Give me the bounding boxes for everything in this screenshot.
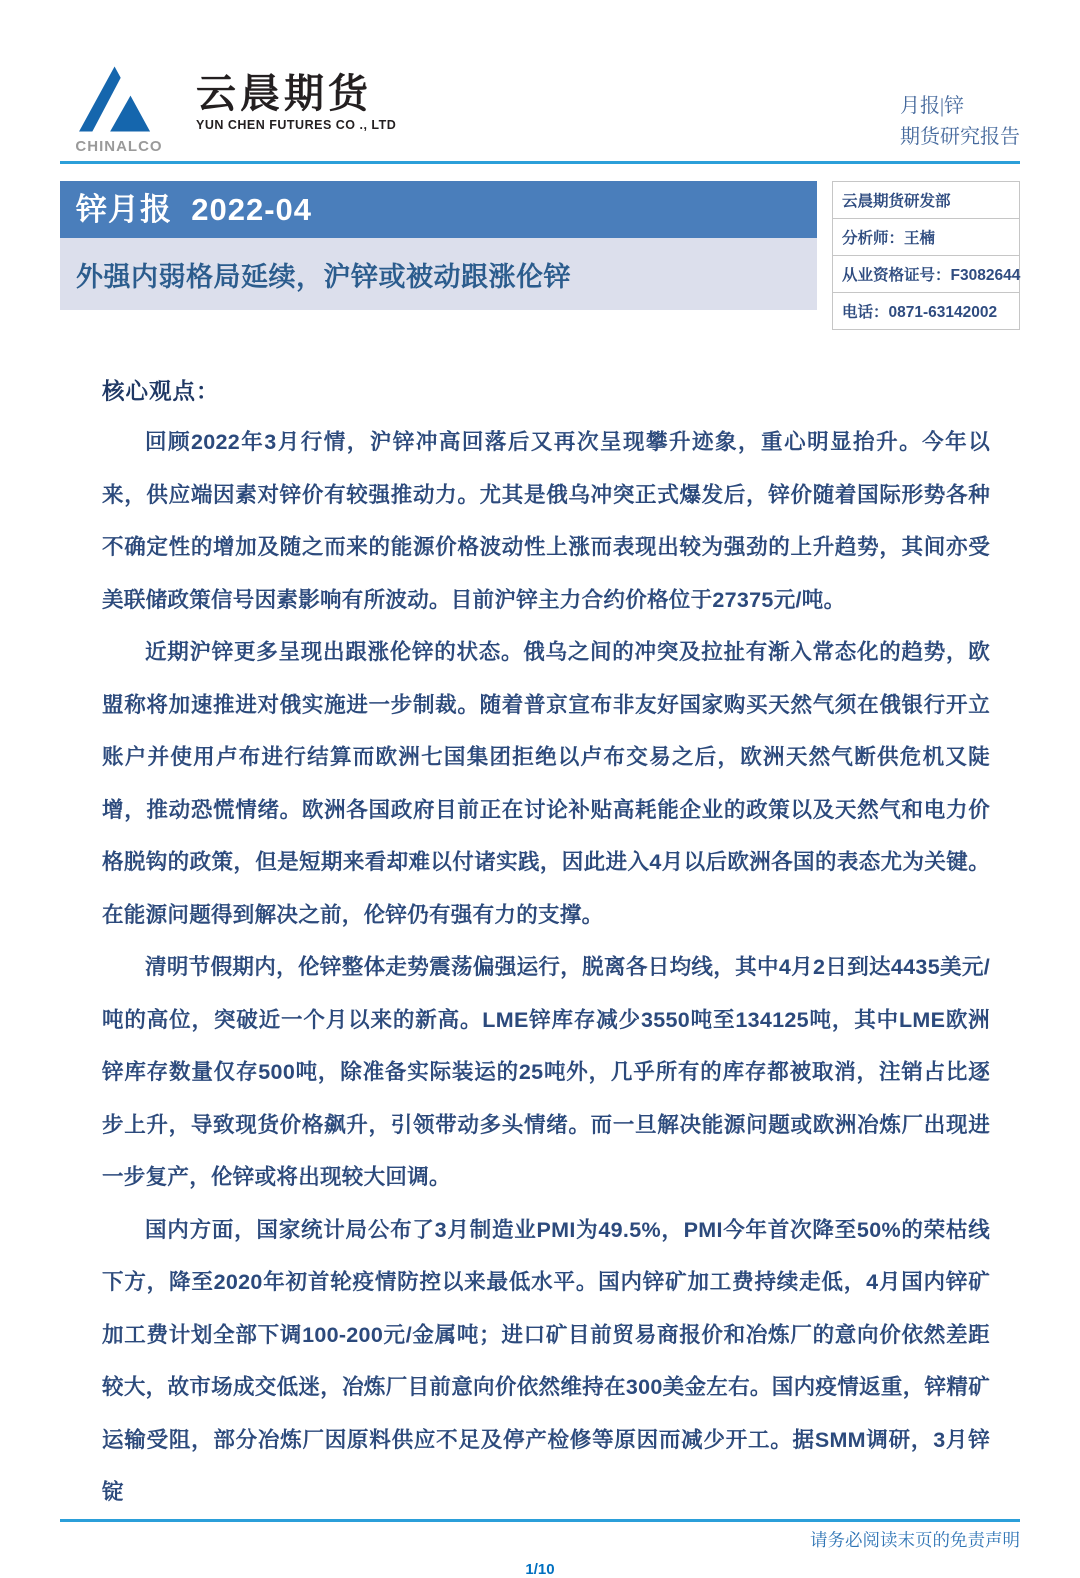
- page-header: [60, 62, 1020, 164]
- report-paragraph: 近期沪锌更多呈现出跟涨伦锌的状态。俄乌之间的冲突及拉扯有渐入常态化的趋势，欧盟称将加速推进对俄实施进一步制裁。随着普京宣布非友好国家购买天然气须在俄银行开立账户并使用卢布进行结算而欧洲七国集团拒绝以卢布交易之后，欧洲天然气断供危机又陡增，推动恐慌情绪。欧洲各国政府目前正在讨论补贴高耗能企业的政策以及天然气和电力价格脱钩的政策，但是短期来看却难以付诸实践，因此进入4月以后欧洲各国的表态尤为关键。在能源问题得到解决之前，伦锌仍有强有力的支撑。: [102, 640, 990, 927]
- info-analyst: 分析师：王楠: [832, 218, 1020, 256]
- company-name-en: YUN CHEN FUTURES CO ., LTD: [196, 118, 397, 132]
- chinalco-caption: CHINALCO: [75, 138, 163, 155]
- footer-divider: [60, 1519, 1020, 1522]
- report-subtitle: 外强内弱格局延续，沪锌或被动跟涨伦锌: [60, 238, 817, 310]
- title-block: [60, 181, 1020, 330]
- analyst-info-box: [832, 181, 1020, 330]
- company-logo: [60, 62, 396, 155]
- title-bars: [60, 181, 817, 310]
- info-license: 从业资格证号：F3082644: [832, 255, 1020, 293]
- report-body: [102, 416, 990, 1519]
- report-paragraph: 国内方面，国家统计局公布了3月制造业PMI为49.5%，PMI今年首次降至50%的荣枯线下方，降至2020年初首轮疫情防控以来最低水平。国内锌矿加工费持续走低，4月国内锌矿加工费计划全部下调100-200元/金属吨；进口矿目前贸易商报价和冶炼厂的意向价依然差距较大，故市场成交低迷，冶炼厂目前意向价依然维持在300美金左右。国内疫情返重，锌精矿运输受阻，部分冶炼厂因原料供应不足及停产检修等原因而减少开工。据SMM调研，3月锌锭: [102, 1217, 990, 1504]
- page-number: 1/10: [525, 1560, 555, 1578]
- chinalco-triangle-icon: [73, 62, 165, 136]
- disclaimer-note: 请务必阅读末页的免责声明: [810, 1529, 1020, 1550]
- page-footer: [60, 1519, 1020, 1578]
- report-title: 锌月报 2022-04: [60, 181, 817, 238]
- report-type-line1: 月报|锌: [900, 95, 965, 117]
- report-type-label: [900, 91, 1020, 155]
- report-paragraph: 清明节假期内，伦锌整体走势震荡偏强运行，脱离各日均线，其中4月2日到达4435美元/吨的高位，突破近一个月以来的新高。LME锌库存减少3550吨至134125吨，其中LME欧洲锌库存数量仅存500吨，除准备实际装运的25吨外，几乎所有的库存都被取消，注销占比逐步上升，导致现货价格飙升，引领带动多头情绪。而一旦解决能源问题或欧洲冶炼厂出现进一步复产，伦锌或将出现较大回调。: [102, 955, 990, 1189]
- company-name-cn: 云晨期货: [196, 72, 372, 116]
- info-phone: 电话：0871-63142002: [832, 292, 1020, 330]
- report-type-line2: 期货研究报告: [900, 126, 1020, 148]
- info-department: 云晨期货研发部: [832, 181, 1020, 219]
- section-heading: 核心观点：: [102, 379, 220, 404]
- company-name-block: [196, 62, 396, 132]
- report-paragraph: 回顾2022年3月行情，沪锌冲高回落后又再次呈现攀升迹象，重心明显抬升。今年以来，供应端因素对锌价有较强推动力。尤其是俄乌冲突正式爆发后，锌价随着国际形势各种不确定性的增加及随之而来的能源价格波动性上涨而表现出较为强劲的上升趋势，其间亦受美联储政策信号因素影响有所波动。目前沪锌主力合约价格位于27375元/吨。: [102, 430, 990, 612]
- chinalco-logo-icon: [60, 62, 178, 155]
